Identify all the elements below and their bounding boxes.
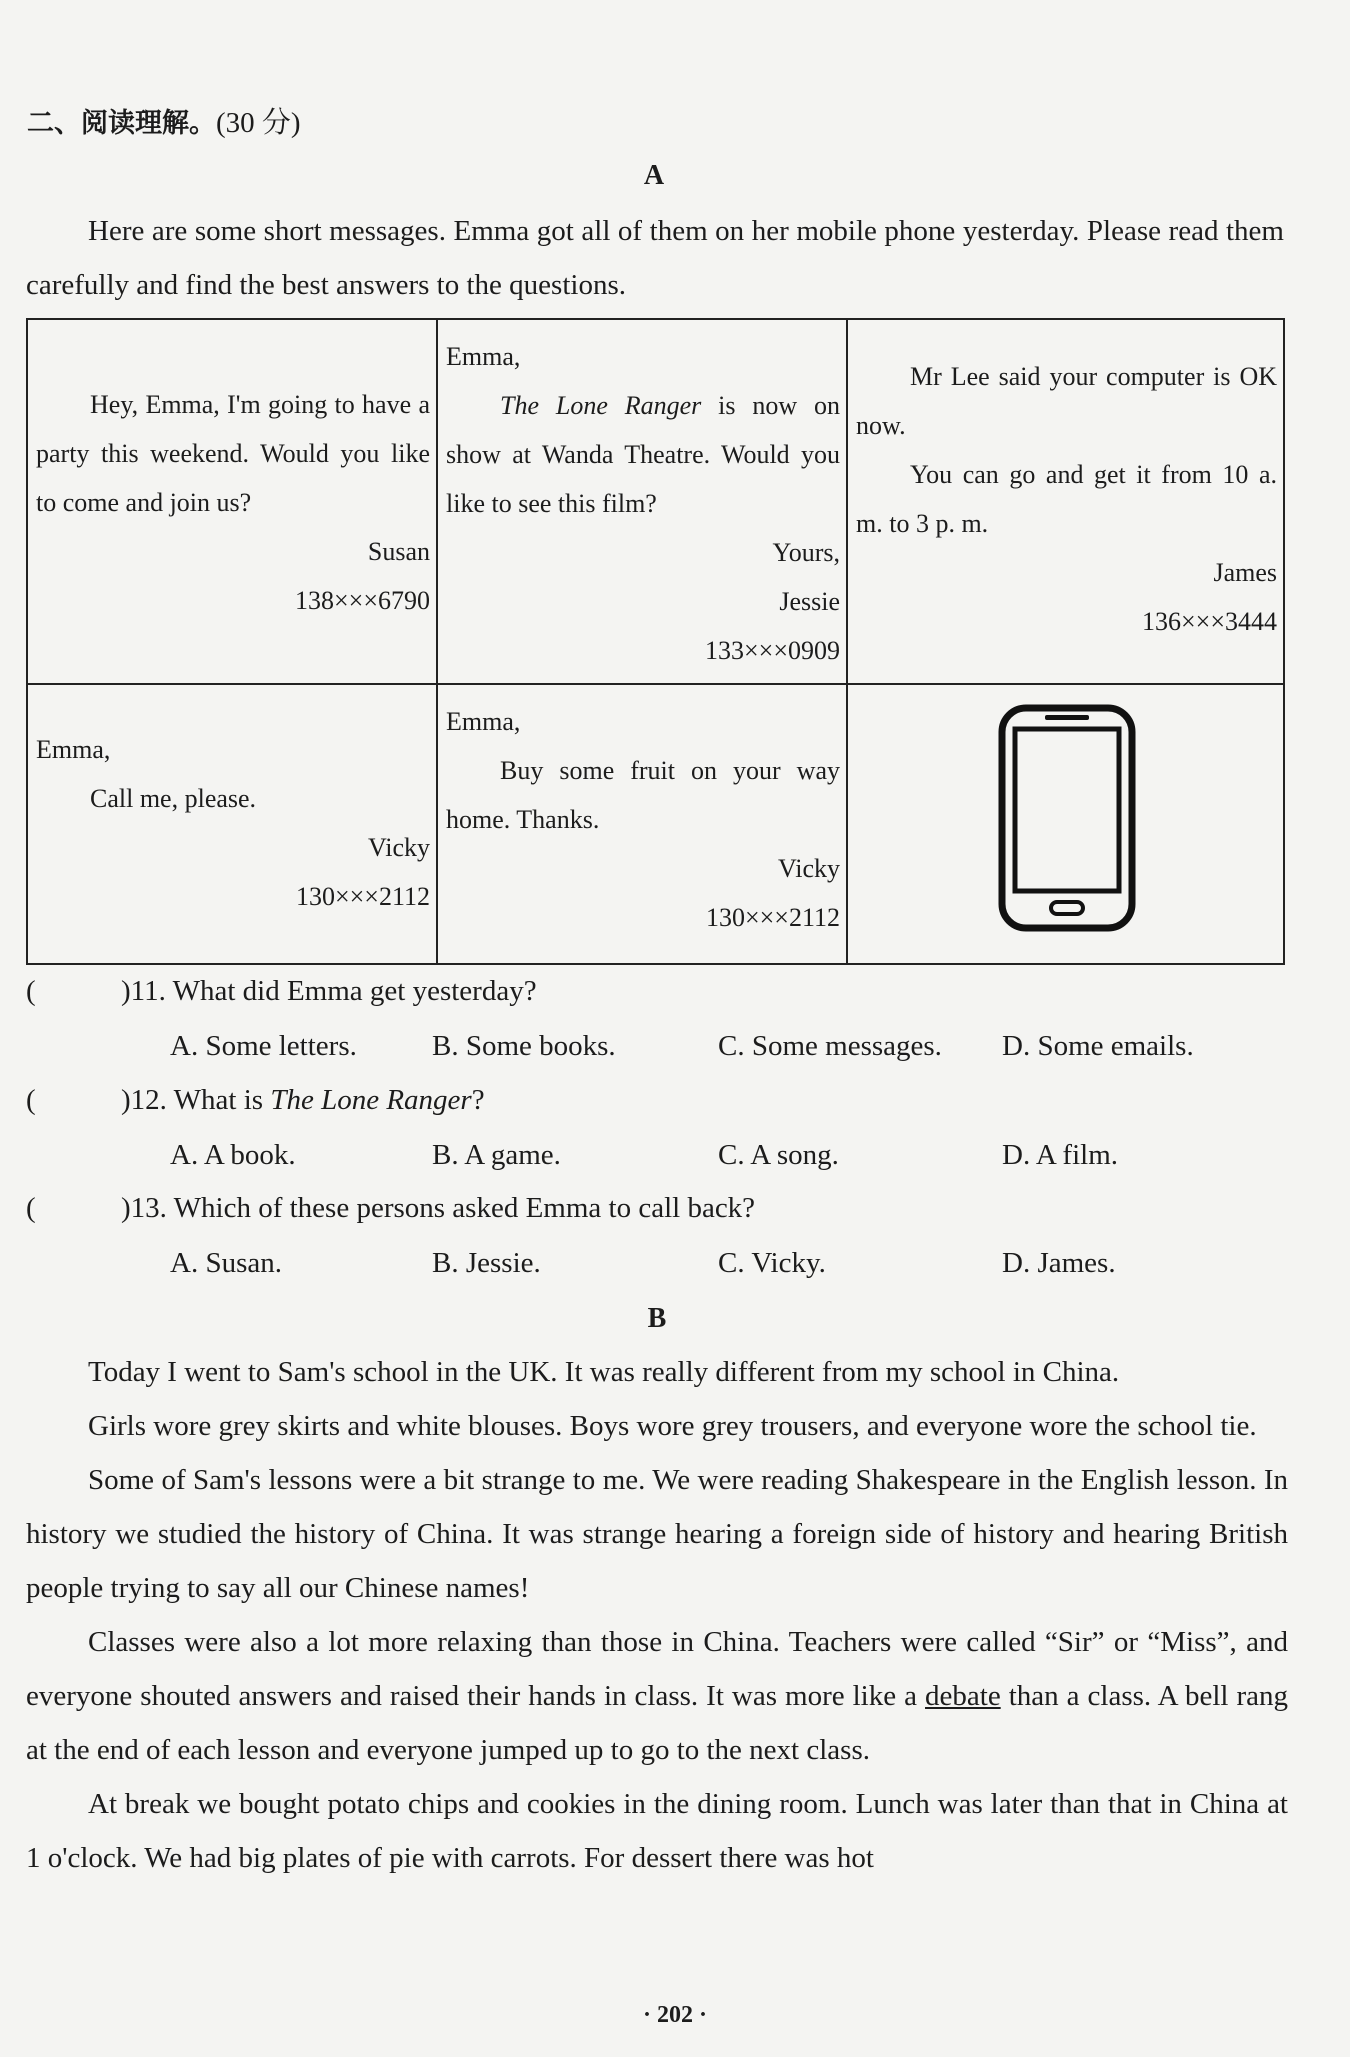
option-d[interactable]: D. James. <box>1002 1247 1116 1279</box>
message-body: Call me, please. <box>90 784 257 813</box>
part-a-intro-line1: Here are some short messages. Emma got all of them on her mobile phone yesterday. <box>88 215 1080 247</box>
paren-open: ( <box>26 975 36 1007</box>
message-sender: Vicky <box>778 854 840 883</box>
option-c[interactable]: C. A song. <box>718 1139 839 1171</box>
option-a[interactable]: A. Susan. <box>170 1247 282 1279</box>
mobile-phone-icon <box>997 703 1137 933</box>
messages-table <box>26 318 1285 965</box>
message-phone: 133×××0909 <box>705 636 840 665</box>
message-greeting: Emma, <box>446 342 521 371</box>
answer-blank[interactable] <box>26 975 121 1008</box>
message-line2: You can go and get it from 10 a. m. to 3 p. m. <box>856 460 1277 538</box>
paren-close: ) <box>121 975 131 1007</box>
question-number: 13. <box>130 1192 167 1224</box>
message-sender: Susan <box>367 537 430 566</box>
part-a-intro <box>26 204 1284 312</box>
paren-close: ) <box>121 1084 131 1116</box>
phone-cell <box>847 684 1284 964</box>
paren-close: ) <box>121 1192 131 1224</box>
part-a-intro-line2: Please read them carefully and find the best answers to the questions. <box>26 215 1284 301</box>
part-b-passage <box>26 1345 1288 1885</box>
film-title: The Lone Ranger <box>500 391 702 420</box>
paragraph-text: Girls wore grey skirts and white blouses. Boys wore grey trousers, and everyone wore the school tie. <box>88 1410 1257 1442</box>
paragraph-5 <box>26 1777 1288 1885</box>
section-title <box>27 100 301 141</box>
question-13 <box>26 1192 755 1225</box>
answer-blank[interactable] <box>26 1192 121 1225</box>
option-a[interactable]: A. Some letters. <box>170 1030 357 1062</box>
message-phone: 130×××2112 <box>705 903 840 932</box>
paragraph-4 <box>26 1615 1288 1777</box>
paragraph-text: Some of Sam's lessons were a bit strange to me. We were reading Shakespeare in the English lesson. In history we studied the history of China. It was strange hearing a foreign side of history and hearing British people trying to say all our Chinese names! <box>26 1464 1288 1604</box>
message-sender: Vicky <box>368 833 430 862</box>
message-line1: Mr Lee said your computer is OK now. <box>856 362 1277 440</box>
message-sender: James <box>1213 558 1277 587</box>
option-a[interactable]: A. A book. <box>170 1139 296 1171</box>
film-title: The Lone Ranger <box>270 1084 472 1116</box>
message-susan <box>27 319 437 684</box>
message-vicky-fruit <box>437 684 847 964</box>
question-text: What did Emma get yesterday? <box>172 975 537 1007</box>
message-body: Buy some fruit on your way home. Thanks. <box>446 756 840 834</box>
paragraph-3 <box>26 1453 1288 1615</box>
message-body <box>446 381 840 528</box>
paragraph-text: At break we bought potato chips and cookies in the dining room. Lunch was later than that in China at 1 o'clock. We had big plates of pie with carrots. For dessert there was hot <box>26 1788 1288 1874</box>
paragraph-1 <box>26 1345 1288 1399</box>
part-b-label: B <box>647 1303 667 1334</box>
paragraph-2 <box>26 1399 1288 1453</box>
paragraph-text: Today I went to Sam's school in the UK. It was really different from my school in China. <box>88 1356 1120 1388</box>
question-11 <box>26 975 537 1008</box>
message-sender: Jessie <box>779 587 840 616</box>
answer-blank[interactable] <box>26 1084 121 1117</box>
message-closing: Yours, <box>772 538 840 567</box>
question-text: What is <box>173 1084 271 1116</box>
question-number: 12. <box>130 1084 167 1116</box>
message-phone: 138×××6790 <box>295 586 430 615</box>
message-body-text: is now on show at Wanda Theatre. Would you like to see this film? <box>446 391 840 518</box>
section-title-text: 二、阅读理解。 <box>27 108 216 139</box>
option-b[interactable]: B. Jessie. <box>432 1247 541 1279</box>
page-number: · 202 · <box>642 2002 707 2028</box>
section-score: (30 分) <box>216 107 301 139</box>
option-c[interactable]: C. Vicky. <box>718 1247 826 1279</box>
paragraph-text: Classes were also a lot more relaxing than those in China. Teachers were called “Sir” or “Miss”, and everyone shouted answers and raised their hands in class. It was more like a <box>26 1626 1288 1712</box>
message-jessie <box>437 319 847 684</box>
message-body: Hey, Emma, I'm going to have a party this weekend. Would you like to come and join us? <box>36 390 430 517</box>
question-number: 11. <box>130 975 166 1007</box>
question-12 <box>26 1084 485 1117</box>
question-mark: ? <box>471 1084 485 1116</box>
question-text: Which of these persons asked Emma to call back? <box>173 1192 756 1224</box>
message-phone: 136×××3444 <box>1142 607 1277 636</box>
paragraph-text: than a class. A bell rang at the end of each lesson and everyone jumped up to go to the next class. <box>26 1680 1288 1766</box>
paren-open: ( <box>26 1084 36 1116</box>
part-a-label: A <box>643 160 665 191</box>
message-greeting: Emma, <box>36 735 111 764</box>
message-greeting: Emma, <box>446 707 521 736</box>
message-phone: 130×××2112 <box>295 882 430 911</box>
message-james <box>847 319 1284 684</box>
option-c[interactable]: C. Some messages. <box>718 1030 942 1062</box>
underlined-word: debate <box>925 1680 1001 1712</box>
option-d[interactable]: D. Some emails. <box>1002 1030 1194 1062</box>
option-b[interactable]: B. Some books. <box>432 1030 616 1062</box>
message-vicky-call <box>27 684 437 964</box>
option-b[interactable]: B. A game. <box>432 1139 561 1171</box>
option-d[interactable]: D. A film. <box>1002 1139 1119 1171</box>
paren-open: ( <box>26 1192 36 1224</box>
